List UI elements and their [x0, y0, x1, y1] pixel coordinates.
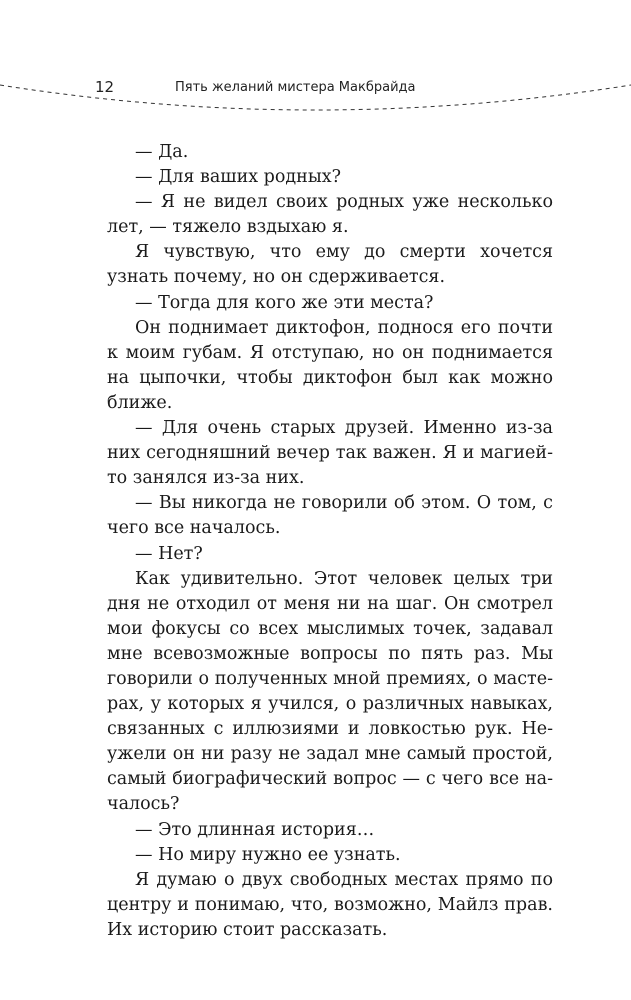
- paragraph: — Для ваших родных?: [135, 167, 342, 188]
- page-number: 12: [95, 78, 115, 96]
- paragraph: Как удивительно. Этот человек целых три дня не отходил от меня ни на шаг. Он смотрел мои фокусы со всех мыслимых точек, задавал мне всевозможные вопросы по пять раз. Мы говорили о полученных мной премиях, о мастерах, у которых я учился, о различных навыках, связанных с иллюзиями и ловкостью рук. Неужели он ни разу не задал мне самый простой, самый биографический вопрос — с чего все началось?: [107, 568, 553, 815]
- paragraph: — Тогда для кого же эти места?: [135, 292, 434, 313]
- paragraph: Я думаю о двух свободных местах прямо по центру и понимаю, что, возможно, Майлз прав. Их историю стоит рассказать.: [107, 869, 553, 940]
- paragraph: Я чувствую, что ему до смерти хочется узнать почему, но он сдерживается.: [107, 242, 553, 288]
- paragraph: Он поднимает диктофон, поднося его почти к моим губам. Я отступаю, но он поднимается на цыпочки, чтобы диктофон был как можно ближе.: [107, 317, 553, 413]
- running-title: Пять желаний мистера Макбрайда: [175, 80, 416, 95]
- paragraph: — Вы никогда не говорили об этом. О том, с чего все началось.: [107, 493, 553, 539]
- paragraph: — Для очень старых друзей. Именно из-за них сегодняшний вечер так важен. Я и магией-то занялся из-за них.: [107, 418, 553, 489]
- paragraph: — Я не видел своих родных уже несколько лет, — тяжело вздыхаю я.: [107, 192, 553, 238]
- paragraph: — Это длинная история…: [135, 819, 375, 840]
- page-header: [0, 0, 631, 120]
- paragraph: — Но миру нужно ее узнать.: [135, 844, 401, 865]
- header-dashed-arc: [0, 0, 631, 120]
- body-text: [107, 140, 553, 943]
- paragraph: — Нет?: [135, 543, 203, 564]
- paragraph: — Да.: [135, 142, 189, 162]
